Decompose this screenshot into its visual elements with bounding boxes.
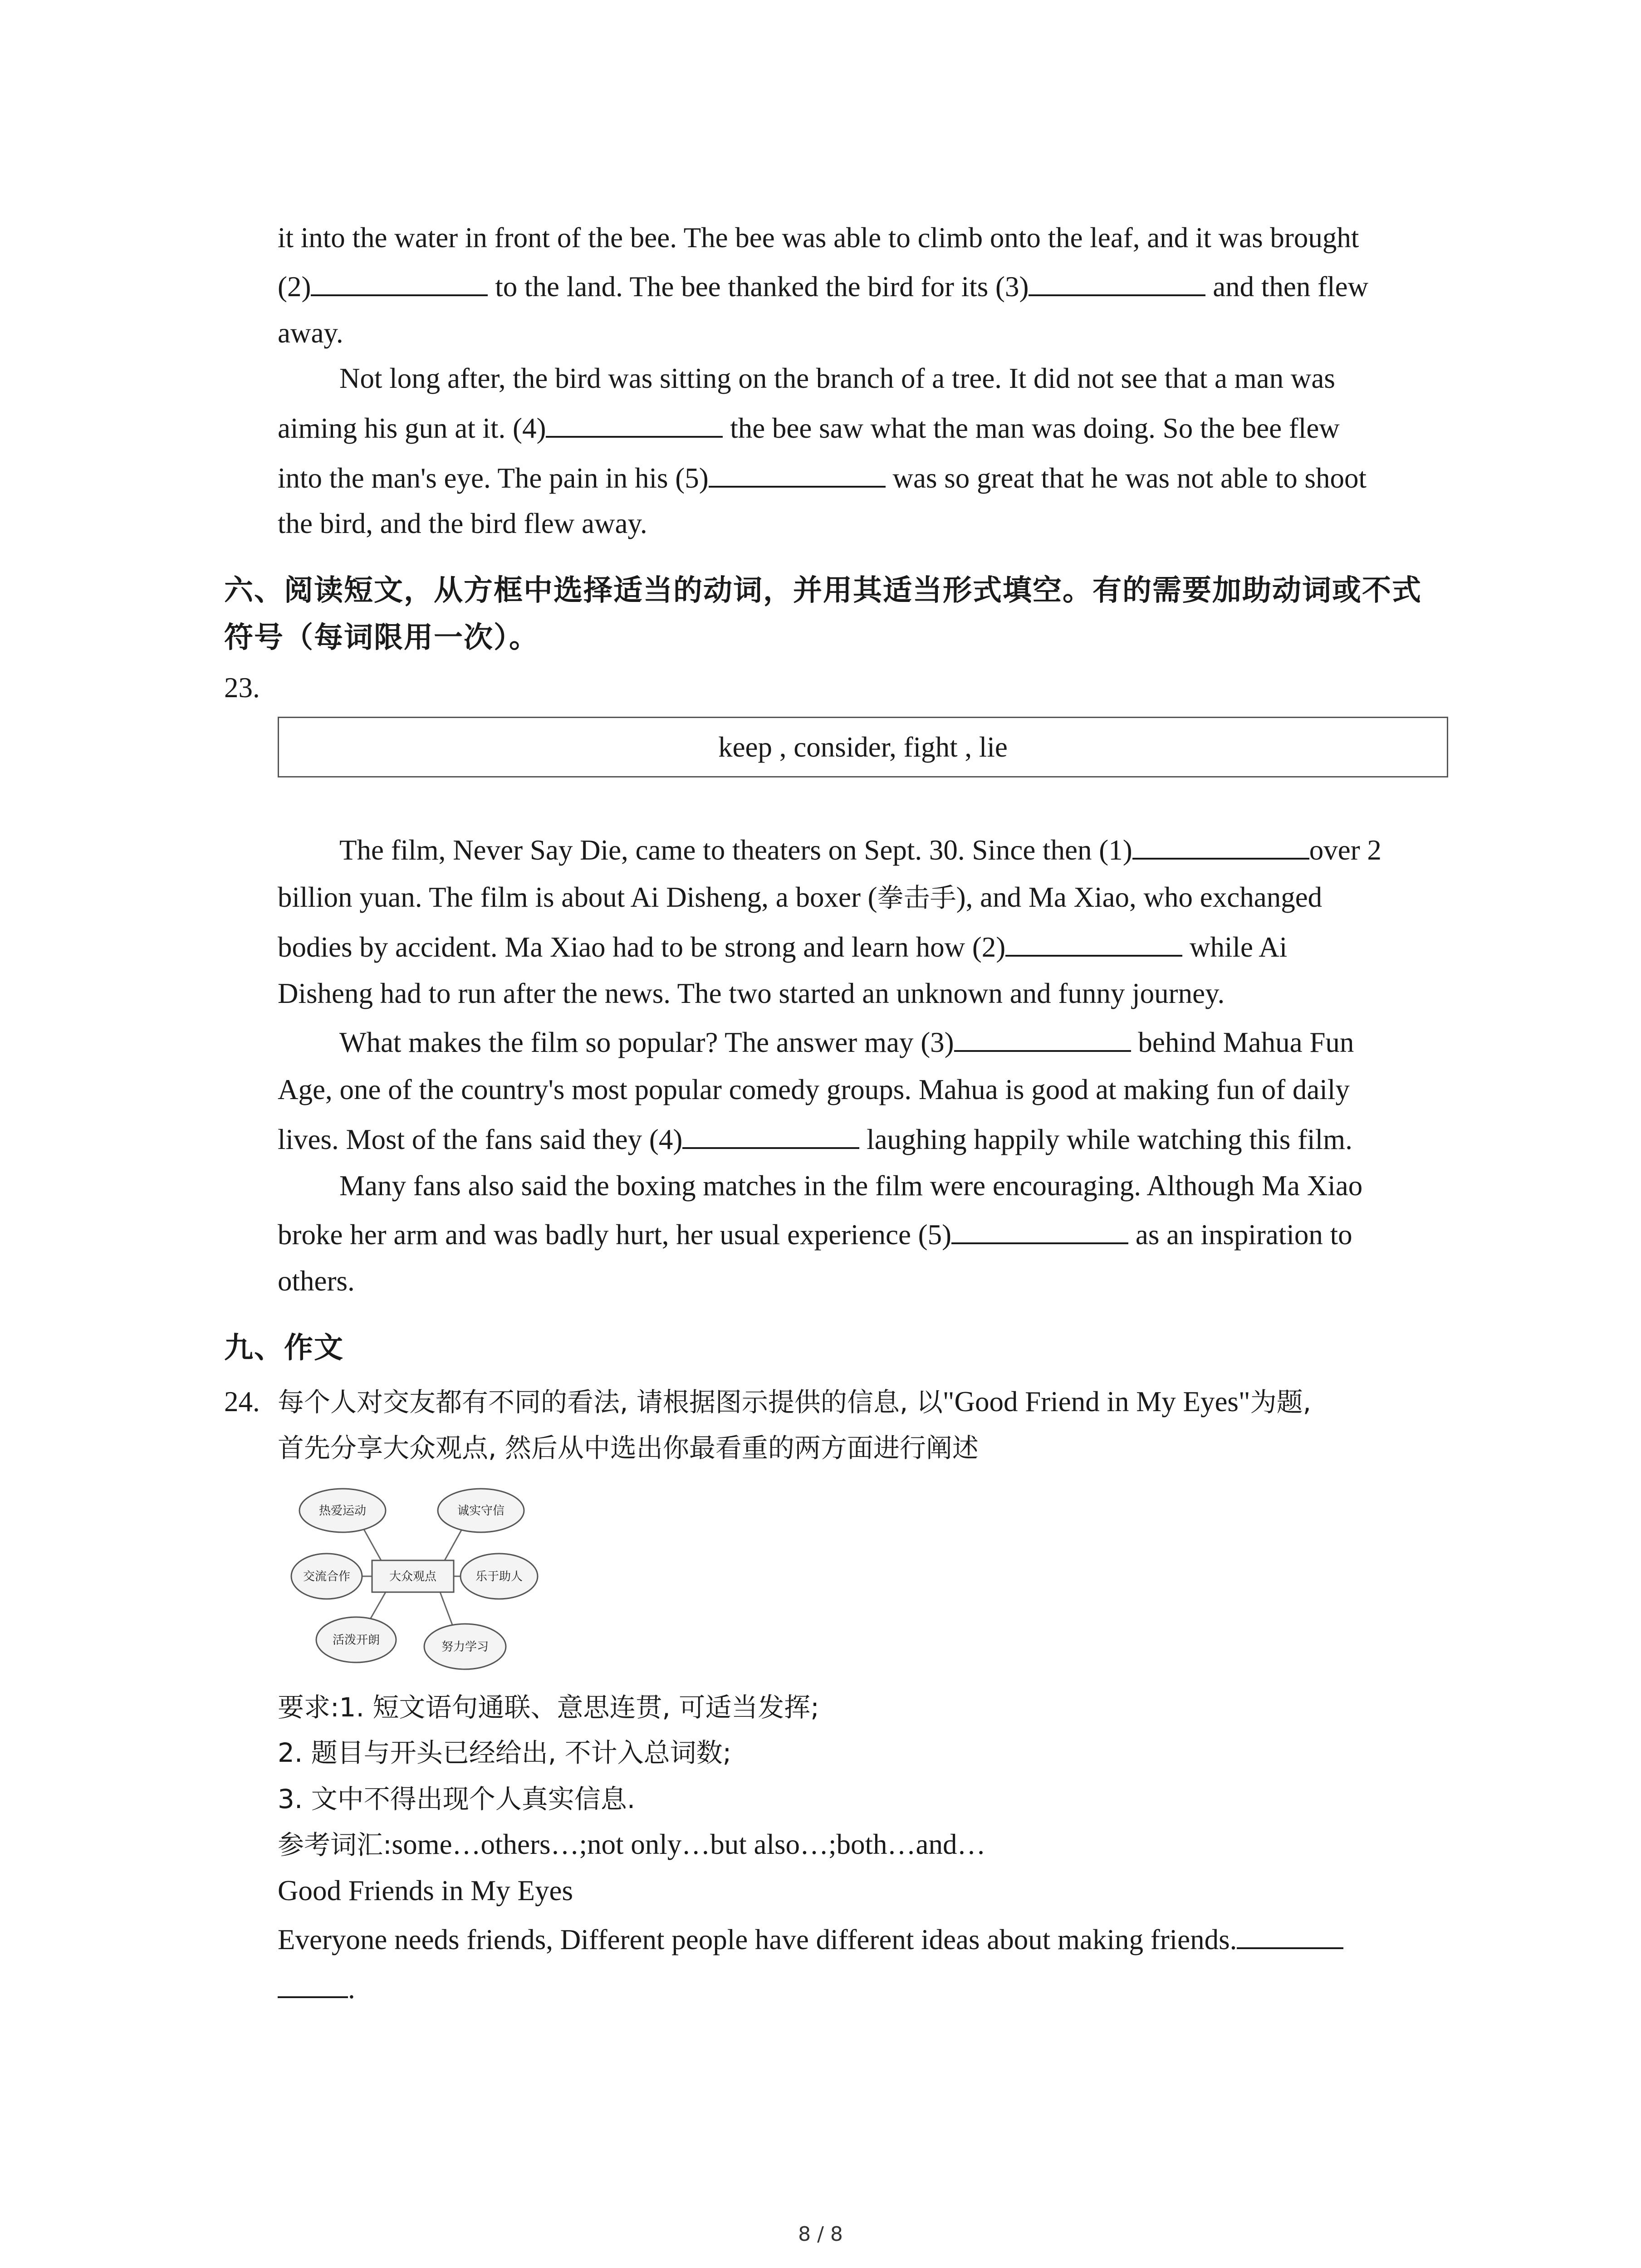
- passage2-line8: Many fans also said the boxing matches in the film were encouraging. Although Ma Xiao: [339, 1170, 1363, 1202]
- page-number: 8 / 8: [798, 2223, 843, 2246]
- diagram-node-cooperation: 交流合作: [303, 1570, 351, 1584]
- section9-prompt-line2: 首先分享大众观点, 然后从中选出你最看重的两方面进行阐述: [278, 1432, 979, 1463]
- passage2-line10: others.: [278, 1265, 355, 1297]
- blank-5[interactable]: [951, 1214, 1128, 1244]
- diagram-node-hardworking: 努力学习: [441, 1640, 489, 1654]
- text: while Ai: [1182, 931, 1288, 963]
- passage1-line1: it into the water in front of the bee. The bee was able to climb onto the leaf, and it was brought: [278, 222, 1359, 254]
- essay-continuation: [278, 1964, 1448, 2013]
- section6-heading-line2: 符号（每词限用一次）。: [224, 621, 539, 655]
- blank-2[interactable]: [311, 266, 488, 296]
- friendship-mind-map: [290, 1479, 544, 1674]
- passage2-line1: [278, 826, 1448, 875]
- text: .: [348, 1973, 355, 2004]
- blank-3[interactable]: [954, 1022, 1131, 1052]
- essay-title: Good Friends in My Eyes: [278, 1875, 573, 1906]
- text: the bee saw what the man was doing. So the bee flew: [723, 412, 1340, 444]
- requirement-1: 要求:1. 短文语句通联、意思连贯, 可适当发挥;: [278, 1692, 819, 1723]
- text: (2): [278, 271, 311, 303]
- passage2-line4: Disheng had to run after the news. The two started an unknown and funny journey.: [278, 978, 1225, 1009]
- text: What makes the film so popular? The answer may (3): [339, 1026, 954, 1058]
- essay-writing-line[interactable]: [278, 1968, 348, 1998]
- passage1-line6: [278, 454, 1448, 503]
- text: aiming his gun at it. (4): [278, 412, 546, 444]
- passage1-line4: Not long after, the bird was sitting on the branch of a tree. It did not see that a man was: [339, 362, 1335, 394]
- text: and then flew: [1205, 271, 1369, 303]
- text: 为题,: [1250, 1387, 1312, 1418]
- diagram-node-outgoing: 活泼开朗: [332, 1633, 380, 1647]
- essay-writing-line[interactable]: [1237, 1919, 1343, 1949]
- word-box: keep , consider, fight , lie: [278, 717, 1448, 777]
- text: some…others…;not only…but also…;both…and…: [392, 1828, 986, 1860]
- text: into the man's eye. The pain in his (5): [278, 462, 709, 494]
- essay-opening: [278, 1915, 1448, 1964]
- question-23-number: 23.: [224, 672, 260, 704]
- text: broke her arm and was badly hurt, her usual experience (5): [278, 1219, 952, 1251]
- text: 每个人对交友都有不同的看法, 请根据图示提供的信息, 以: [278, 1387, 943, 1418]
- passage2-line3: [278, 923, 1448, 972]
- text: Everyone needs friends, Different people have different ideas about making friends.: [278, 1924, 1237, 1955]
- passage1-line3: away.: [278, 317, 343, 349]
- diagram-node-helpful: 乐于助人: [475, 1570, 523, 1584]
- text: The film, Never Say Die, came to theaters on Sept. 30. Since then (1): [339, 834, 1132, 866]
- text: lives. Most of the fans said they (4): [278, 1124, 683, 1155]
- blank-4[interactable]: [682, 1119, 859, 1149]
- question-24-number: 24.: [224, 1386, 260, 1418]
- blank-1[interactable]: [1132, 830, 1309, 860]
- blank-4[interactable]: [546, 408, 723, 438]
- text: was so great that he was not able to shoot: [885, 462, 1367, 494]
- text: bodies by accident. Ma Xiao had to be strong and learn how (2): [278, 931, 1006, 963]
- passage1-line7: the bird, and the bird flew away.: [278, 508, 647, 539]
- reference-vocabulary: [278, 1820, 1448, 1869]
- text: to the land. The bee thanked the bird for its (3): [488, 271, 1029, 303]
- diagram-node-sports: 热爱运动: [318, 1504, 367, 1518]
- blank-3[interactable]: [1029, 266, 1205, 296]
- passage1-line5: [278, 404, 1448, 453]
- passage2-line9: [278, 1210, 1448, 1259]
- text: ), and Ma Xiao, who exchanged: [956, 881, 1323, 913]
- blank-5[interactable]: [709, 458, 886, 488]
- requirement-3: 3. 文中不得出现个人真实信息.: [278, 1784, 636, 1814]
- text: billion yuan. The film is about Ai Disheng, a boxer (: [278, 881, 877, 913]
- section6-heading-line1: 六、阅读短文，从方框中选择适当的动词，并用其适当形式填空。有的需要加助动词或不式: [224, 574, 1422, 607]
- section9-heading: 九、作文: [224, 1331, 344, 1365]
- text: over 2: [1309, 834, 1381, 866]
- chinese-gloss: 拳击手: [877, 882, 956, 913]
- text: laughing happily while watching this film.: [859, 1124, 1352, 1155]
- text: 参考词汇:: [278, 1829, 392, 1860]
- diagram-center-label: 大众观点: [389, 1570, 437, 1584]
- blank-2[interactable]: [1005, 927, 1182, 957]
- passage2-line6: Age, one of the country's most popular comedy groups. Mahua is good at making fun of daily: [278, 1074, 1350, 1105]
- passage2-line2: [278, 873, 1448, 922]
- text: behind Mahua Fun: [1131, 1026, 1354, 1058]
- passage2-line5: [278, 1018, 1448, 1067]
- passage2-line7: [278, 1115, 1448, 1164]
- text: as an inspiration to: [1128, 1219, 1352, 1251]
- section9-prompt-line1: [278, 1377, 1448, 1427]
- passage1-line2: [278, 262, 1448, 311]
- requirement-2: 2. 题目与开头已经给出, 不计入总词数;: [278, 1737, 732, 1768]
- text: "Good Friend in My Eyes": [942, 1386, 1250, 1418]
- diagram-node-honesty: 诚实守信: [457, 1504, 505, 1518]
